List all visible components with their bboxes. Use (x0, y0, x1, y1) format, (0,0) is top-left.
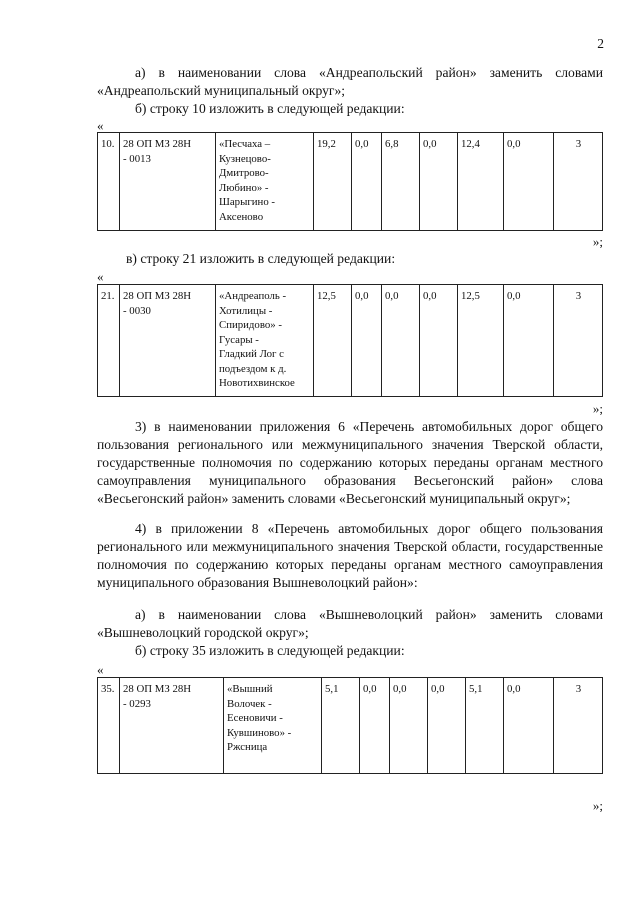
close-quote: »; (592, 401, 603, 416)
value-cell: 0,0 (352, 133, 382, 231)
value-cell: 0,0 (352, 285, 382, 397)
open-quote: « (97, 662, 104, 677)
value-cell: 0,0 (504, 678, 554, 774)
value-cell: 0,0 (428, 678, 466, 774)
close-quote: »; (592, 798, 603, 813)
paragraph-b2: б) строку 35 изложить в следующей редакции: (135, 643, 405, 658)
value-cell: 0,0 (504, 285, 554, 397)
paragraph-b1: б) строку 10 изложить в следующей редакции: (135, 101, 405, 116)
row-number: 35. (98, 678, 120, 774)
page-number: 2 (597, 36, 604, 51)
value-cell: 0,0 (360, 678, 390, 774)
open-quote: « (97, 118, 104, 133)
close-quote: »; (592, 234, 603, 249)
value-cell: 0,0 (504, 133, 554, 231)
paragraph-4: 4) в приложении 8 «Перечень автомобильных дорог общего пользования регионального или межмуниципального значения Тверской области, государственные полномочия по содержанию которых переданы органам местного самоуправления муниципального образования Вышневолоцкий район»: (97, 521, 603, 590)
road-code: 28 ОП МЗ 28Н - 0293 (120, 678, 224, 774)
road-name: «Песчаха – Кузнецово- Дмитрово- Любино» - Шарыгино - Аксеново (216, 133, 314, 231)
road-name: «Вышний Волочек - Есеновичи - Кувшиново» - Ржсница (224, 678, 322, 774)
value-cell: 12,5 (458, 285, 504, 397)
road-code: 28 ОП МЗ 28Н - 0030 (120, 285, 216, 397)
row-number: 21. (98, 285, 120, 397)
row-number: 10. (98, 133, 120, 231)
value-cell: 0,0 (420, 133, 458, 231)
paragraph-v1: в) строку 21 изложить в следующей редакции: (126, 251, 396, 266)
value-cell: 5,1 (466, 678, 504, 774)
value-cell: 12,4 (458, 133, 504, 231)
value-cell: 5,1 (322, 678, 360, 774)
paragraph-a2: а) в наименовании слова «Вышневолоцкий район» заменить словами «Вышневолоцкий городской округ»; (97, 607, 603, 640)
paragraph-a1: а) в наименовании слова «Андреапольский район» заменить словами «Андреапольский муниципальный округ»; (97, 65, 603, 98)
value-cell: 0,0 (390, 678, 428, 774)
value-cell: 3 (554, 678, 603, 774)
value-cell: 12,5 (314, 285, 352, 397)
table-row-35 (97, 677, 603, 774)
value-cell: 19,2 (314, 133, 352, 231)
table-row-10 (97, 132, 603, 231)
value-cell: 0,0 (382, 285, 420, 397)
paragraph-3: 3) в наименовании приложения 6 «Перечень автомобильных дорог общего пользования регионального или межмуниципального значения Тверской области, государственные полномочия по содержанию которых переданы органам местного самоуправления муниципального образования Весьегонский район» слова «Весьегонский район» заменить словами «Весьегонский муниципальный округ»; (97, 419, 603, 506)
road-code: 28 ОП МЗ 28Н - 0013 (120, 133, 216, 231)
value-cell: 3 (554, 285, 603, 397)
value-cell: 3 (554, 133, 603, 231)
open-quote: « (97, 269, 104, 284)
table-row-21 (97, 284, 603, 397)
value-cell: 0,0 (420, 285, 458, 397)
road-name: «Андреаполь - Хотилицы - Спиридово» - Гусары - Гладкий Лог с подъездом к д. Новотихвинское (216, 285, 314, 397)
value-cell: 6,8 (382, 133, 420, 231)
